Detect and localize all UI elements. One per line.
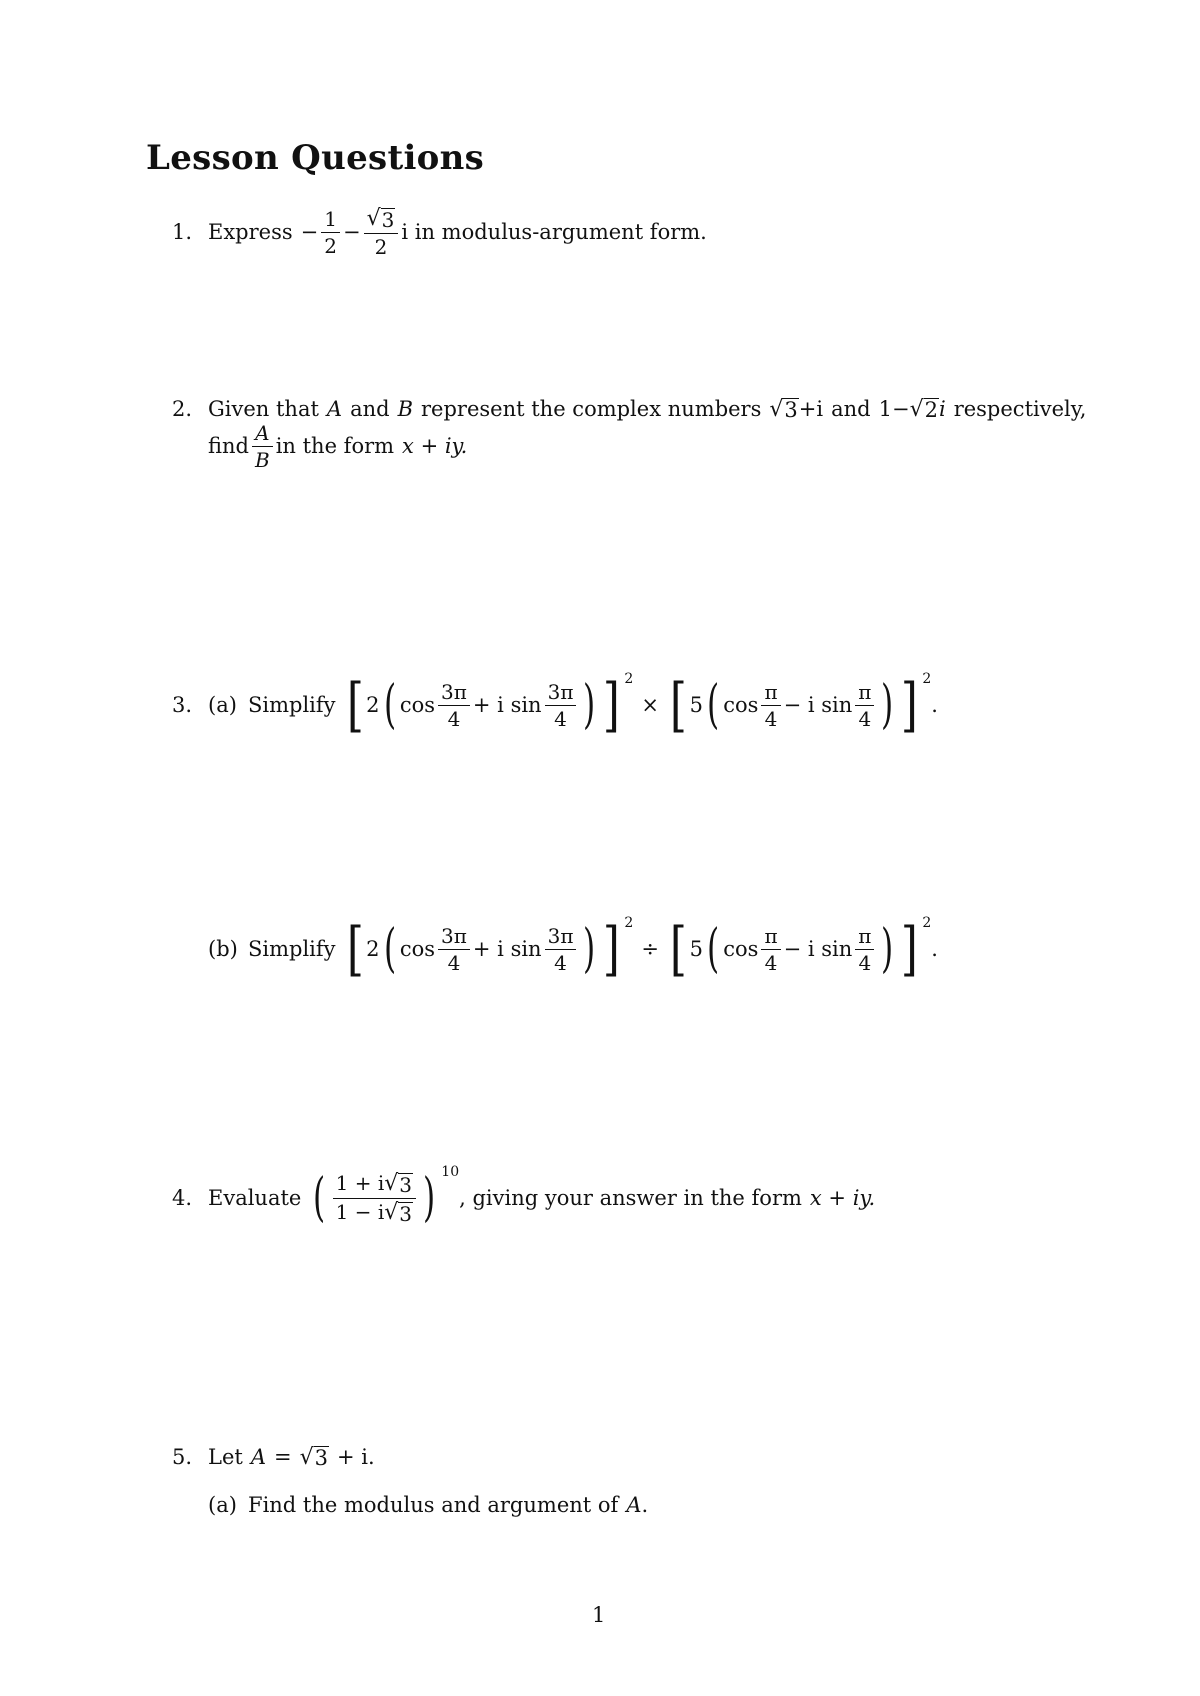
fraction-numerator: π — [761, 682, 780, 706]
fraction-numerator: A — [252, 423, 272, 447]
fraction-denominator: 4 — [554, 706, 567, 731]
fraction-denominator: 4 — [764, 706, 778, 731]
question-verb: Simplify — [248, 692, 336, 717]
left-paren: ( — [313, 1168, 326, 1228]
question-2-line-2 — [208, 423, 1086, 470]
question-2 — [172, 398, 1086, 470]
left-bracket: [ — [669, 671, 687, 739]
sqrt-symbol: √ — [299, 1445, 314, 1470]
question-verb: Simplify — [248, 936, 336, 961]
denominator-text: 1 − i — [335, 1199, 385, 1224]
fraction-denominator: 2 — [374, 235, 388, 259]
exponent: 2 — [624, 915, 634, 931]
minus-operator: − — [342, 220, 361, 244]
question-text: represent the complex numbers — [421, 397, 762, 421]
fraction-numerator: 3π — [438, 926, 470, 950]
fraction-denominator: 4 — [554, 950, 567, 975]
question-5-stem — [172, 1446, 648, 1469]
right-bracket: ] — [602, 671, 620, 739]
variable-b: B — [397, 397, 414, 421]
right-bracket: ] — [900, 915, 918, 983]
question-text: find — [208, 434, 249, 458]
period: . — [931, 692, 938, 717]
equals-sign: = — [273, 1445, 292, 1469]
math-term: +i — [798, 397, 824, 421]
question-text: in the form — [275, 434, 395, 458]
radicand: 3 — [314, 1446, 328, 1470]
variable-a: A — [326, 397, 343, 421]
fraction-numerator: 1 — [321, 209, 340, 233]
angle-fraction — [438, 923, 470, 975]
right-paren: ) — [583, 919, 596, 979]
fraction-numerator — [333, 1170, 416, 1199]
angle-fraction — [761, 923, 780, 975]
page-number: 1 — [592, 1603, 606, 1627]
left-paren: ( — [707, 919, 720, 979]
variable-a: A — [626, 1493, 642, 1517]
cos-function: cos — [723, 692, 759, 717]
right-bracket: ] — [602, 915, 620, 983]
question-number: 4. — [172, 1185, 193, 1210]
question-number: 2. — [172, 397, 193, 421]
fraction-numerator: π — [761, 926, 780, 950]
right-paren: ) — [881, 919, 894, 979]
form-expression: x + iy. — [402, 434, 468, 458]
period: . — [931, 936, 938, 961]
question-number: 1. — [172, 220, 193, 244]
form-expression: x + iy. — [809, 1185, 876, 1210]
numerator-text: 1 + i — [335, 1170, 385, 1195]
coefficient: 5 — [689, 692, 703, 717]
exponent: 2 — [922, 671, 932, 687]
sqrt-expression — [910, 398, 939, 421]
page-title: Lesson Questions — [146, 138, 485, 178]
left-bracket: [ — [669, 915, 687, 983]
sqrt-expression — [769, 398, 798, 421]
fraction-denominator: B — [254, 448, 270, 472]
sqrt-symbol: √ — [769, 397, 784, 422]
question-3b — [172, 915, 938, 983]
question-number: 5. — [172, 1445, 193, 1469]
math-term: 1− — [878, 397, 910, 421]
fraction-one-half — [321, 209, 340, 256]
minus-sign: − — [300, 220, 319, 244]
angle-fraction — [438, 679, 470, 731]
sqrt-expression — [300, 1446, 329, 1469]
fraction-denominator: 2 — [324, 234, 337, 258]
cos-function: cos — [399, 692, 436, 717]
question-1 — [172, 208, 707, 257]
radicand: 2 — [924, 398, 938, 422]
fraction-numerator: 3π — [545, 682, 577, 706]
question-text: respectively, — [953, 397, 1087, 421]
complex-fraction — [333, 1170, 416, 1226]
left-paren: ( — [707, 675, 720, 735]
coefficient: 5 — [689, 936, 703, 961]
radicand: 3 — [399, 1201, 412, 1226]
exponent: 2 — [922, 915, 932, 931]
fraction-numerator: π — [855, 926, 874, 950]
question-text: Let — [208, 1445, 243, 1469]
fraction-numerator: 3π — [545, 926, 577, 950]
radicand: 3 — [784, 398, 798, 422]
question-text: i in modulus-argument form. — [401, 220, 707, 244]
fraction-denominator: 4 — [447, 950, 461, 975]
part-label: (b) — [208, 936, 238, 961]
operator-times: × — [641, 692, 659, 717]
exponent: 2 — [624, 671, 634, 687]
exponent: 10 — [441, 1164, 460, 1180]
coefficient: 2 — [366, 692, 380, 717]
fraction-denominator — [333, 1199, 416, 1224]
sqrt-symbol: √ — [909, 397, 924, 422]
left-paren: ( — [383, 919, 396, 979]
fraction-denominator: 4 — [764, 950, 778, 975]
question-2-line-1 — [172, 398, 1086, 421]
angle-fraction — [855, 679, 874, 731]
sin-term: − i sin — [783, 936, 853, 961]
question-verb: Evaluate — [208, 1185, 302, 1210]
question-text: , giving your answer in the form — [459, 1185, 802, 1210]
question-text: Given that — [208, 397, 319, 421]
right-bracket: ] — [900, 671, 918, 739]
question-text: and — [350, 397, 390, 421]
fraction-denominator: 4 — [858, 950, 872, 975]
fraction-numerator: π — [855, 682, 874, 706]
fraction-denominator: 4 — [447, 706, 461, 731]
cos-function: cos — [723, 936, 759, 961]
radicand: 3 — [381, 208, 395, 232]
angle-fraction — [545, 923, 577, 975]
sqrt-symbol: √ — [384, 1199, 399, 1225]
right-paren: ) — [583, 675, 596, 735]
operator-divide: ÷ — [641, 936, 659, 961]
cos-function: cos — [399, 936, 436, 961]
fraction-a-over-b — [252, 423, 273, 470]
fraction-root3-over-2 — [364, 208, 399, 257]
question-3a — [172, 671, 938, 739]
question-text: and — [831, 397, 871, 421]
sin-term: + i sin — [472, 692, 542, 717]
question-number: 3. — [172, 692, 193, 717]
radicand: 3 — [399, 1172, 412, 1197]
imaginary-unit: i — [938, 397, 946, 421]
left-bracket: [ — [346, 671, 364, 739]
angle-fraction — [855, 923, 874, 975]
right-paren: ) — [423, 1168, 436, 1228]
math-term: + i. — [337, 1445, 375, 1469]
question-4 — [172, 1164, 876, 1228]
sqrt-symbol: √ — [366, 206, 381, 231]
fraction-numerator: 3π — [438, 682, 470, 706]
question-5 — [172, 1446, 648, 1516]
right-paren: ) — [881, 675, 894, 735]
fraction-numerator — [364, 208, 399, 234]
sin-term: − i sin — [783, 692, 853, 717]
variable-a: A — [250, 1445, 266, 1469]
question-text: Find the modulus and argument of — [248, 1493, 619, 1517]
angle-fraction — [545, 679, 577, 731]
left-bracket: [ — [346, 915, 364, 983]
sqrt-symbol: √ — [384, 1170, 399, 1196]
sin-term: + i sin — [472, 936, 542, 961]
fraction-denominator: 4 — [858, 706, 872, 731]
left-paren: ( — [383, 675, 396, 735]
question-5a — [172, 1495, 648, 1516]
part-label: (a) — [208, 1493, 237, 1517]
angle-fraction — [761, 679, 780, 731]
part-label: (a) — [208, 692, 237, 717]
question-verb: Express — [208, 220, 293, 244]
period: . — [641, 1493, 649, 1517]
coefficient: 2 — [366, 936, 380, 961]
